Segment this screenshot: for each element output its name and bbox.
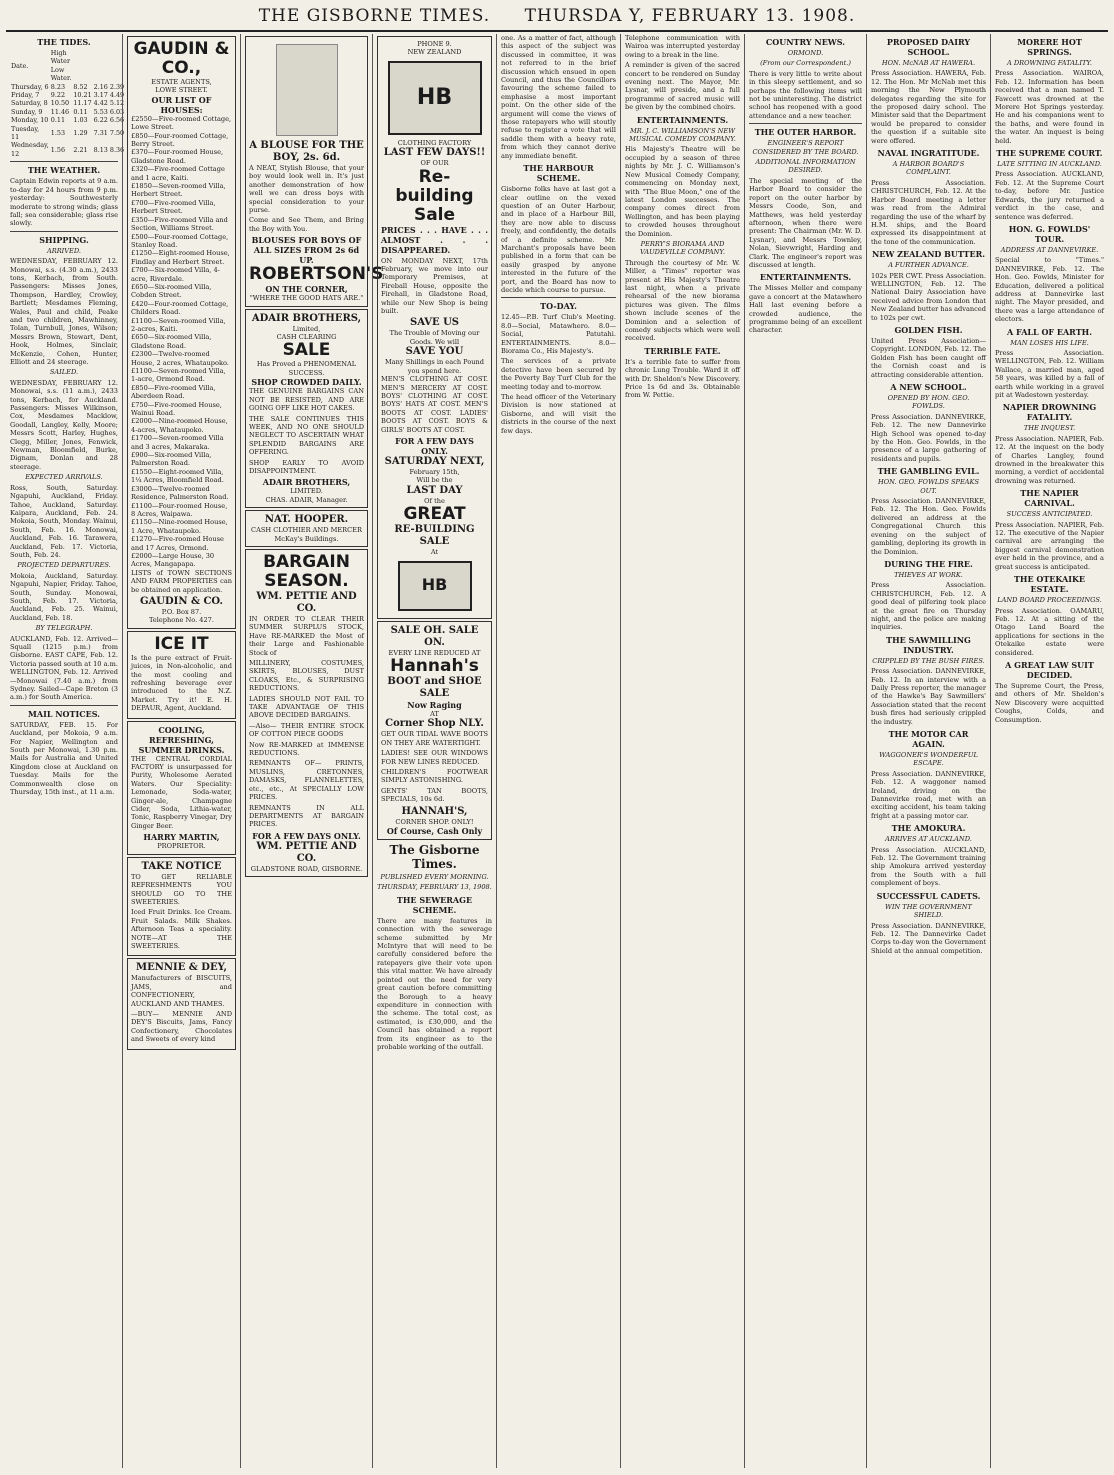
adair2-manager: CHAS. ADAIR, Manager. <box>265 495 348 504</box>
tides-cell: 8.36 <box>109 145 125 154</box>
house-listing: £1100—Four-roomed House, 8 Acres, Waipawa. <box>131 501 228 518</box>
hooper-sub: CASH CLOTHIER AND MERCER McKay's Buildings. <box>251 526 362 543</box>
column-1 <box>6 34 125 1468</box>
robertson-sub: ON THE CORNER, <box>265 284 348 295</box>
leader-continued: one. As a matter of fact, although this aspect of the subject was discussed in committee, it was not referred to in the brief discussion which ensued in open Council, and thus the Councillors favouring the scheme failed to emphasise a most important point. On the other side of the argument will come the views of those ratepayers who will stoutly refuse to register a vote that will saddle them with a heavy rate, from which they cannot derive any immediate benefit. <box>501 34 616 160</box>
perry-heading: PERRY'S BIORAMA AND VAUDEVILLE COMPANY. <box>640 239 725 257</box>
pettie-ad <box>245 549 368 877</box>
take-notice-ad <box>127 857 236 957</box>
tides-cell: 6.22 <box>93 116 108 125</box>
tides-row <box>10 116 125 124</box>
entertainments2-heading: ENTERTAINMENTS. <box>759 272 852 283</box>
cooling-title: COOLING, REFRESHING, SUMMER DRINKS. <box>138 724 225 755</box>
shop-early: SHOP EARLY TO AVOID DISAPPOINTMENT. <box>249 458 364 475</box>
shipping-heading: SHIPPING. <box>39 234 89 245</box>
corner-shop: Corner Shop NLY. <box>385 718 484 730</box>
adair-name: ADAIR BROTHERS, <box>251 312 362 324</box>
adair2-ltd: LIMITED. <box>290 487 323 496</box>
column-3 <box>240 34 384 1468</box>
tides-cell: 8.52 <box>73 82 88 91</box>
morere-heading: MORERE HOT SPRINGS. <box>1017 37 1082 57</box>
cadets-heading: SUCCESSFUL CADETS. <box>876 890 981 901</box>
tides-cell: 0.11 <box>73 107 88 116</box>
entertainments-sub: MR. J. C. WILLIAMSON'S NEW MUSICAL COMEDY COMPANY. <box>629 126 736 144</box>
sale-sub: Has Proved a PHENOMENAL SUCCESS. <box>256 360 357 377</box>
pettie-list: MILLINERY, COSTUMES, SKIRTS, BLOUSES, DUST CLOAKS, Etc., & SURPRISING REDUCTIONS. <box>249 659 364 693</box>
otekaike-sub: LAND BOARD PROCEEDINGS. <box>997 596 1102 605</box>
boot-sale: BOOT and SHOE SALE <box>387 675 482 699</box>
gambling-heading: THE GAMBLING EVIL. <box>877 466 980 477</box>
school-sub: OPENED BY HON. GEO. FOWLDS. <box>887 394 970 411</box>
house-listing: £1700—Seven-roomed Villa and 3 acres, Makaraka. <box>131 434 224 451</box>
save-us: SAVE US <box>409 317 460 329</box>
sailed-heading: SAILED. <box>49 368 79 377</box>
dairy-sub: HON. McNAB AT HAWERA. <box>881 59 976 67</box>
tides-cell: 8.13 <box>93 145 108 154</box>
entertainments-heading: ENTERTAINMENTS. <box>636 114 729 125</box>
outer-harbor-sub: ENGINEER'S REPORT CONSIDERED BY THE BOARD. <box>752 139 859 156</box>
continues-text: THE SALE CONTINUES THIS WEEK, AND NO ONE SHOULD NEGLECT TO ASCERTAIN WHAT SPLENDID BARGAINS ARE OFFERING. <box>249 414 364 457</box>
cooling-ad <box>127 721 236 855</box>
gambling-sub: HON. GEO. FOWLDS SPEAKS OUT. <box>878 478 979 495</box>
saw-heading: THE SAWMILLING INDUSTRY. <box>886 634 971 655</box>
blouse-note: Come and See Them, and Bring the Boy with You. <box>249 216 364 233</box>
naval-heading: NAVAL INGRATITUDE. <box>877 148 980 159</box>
court-heading: THE SUPREME COURT. <box>996 148 1103 159</box>
fall-sub: MAN LOSES HIS LIFE. <box>1010 338 1089 347</box>
napier-sub: THE INQUEST. <box>1023 424 1076 433</box>
tour-sub: ADDRESS AT DANNEVIRKE. <box>1000 245 1099 254</box>
napier-heading: NAPIER DROWNING FATALITY. <box>1002 402 1097 423</box>
tides-cell: 2.39 <box>109 82 125 91</box>
tides-row <box>10 91 125 99</box>
harbour-text: Gisborne folks have at last got a clear outline on the vexed question of an Outer Harbour, and in place of a Harbour Bill, they are now able to discuss freely, and confidently, the details of a definite scheme. Mr. Marchant's proposals have been published in a form that can be easily grasped by anyone interested in the future of the port, and the Board has now to decide which course to pursue. <box>501 185 616 294</box>
lawsuit-heading: A GREAT LAW SUIT DECIDED. <box>1005 659 1094 680</box>
mennie-sub: Manufacturers of BISCUITS, JAMS, and CONFECTIONERY, AUCKLAND AND THAMES. <box>131 974 232 1008</box>
nz-label: NEW ZEALAND <box>407 48 462 57</box>
masthead <box>0 6 1114 32</box>
tides-cell: 9.22 <box>50 91 66 100</box>
house-listing: £1100—Seven-roomed Villa, 2-acres, Kaiti. <box>131 316 226 333</box>
house-listing: £2000—Nine-roomed House, 4-acres, Whataupoko. <box>131 417 228 434</box>
house-listing: £500—Four-roomed Cottage, Stanley Road. <box>131 232 229 249</box>
remarked-note: Now RE-MARKED at IMMENSE REDUCTIONS. <box>249 740 364 758</box>
blouse-letters: A BLOUSE FOR THE BOY, 2s. 6d. <box>249 140 364 163</box>
genuine-text: THE GENUINE BARGAINS CAN NOT BE RESISTED, AND ARE GOING OFF LIKE HOT CAKES. <box>249 387 364 413</box>
save-you: SAVE YOU <box>405 346 464 358</box>
outer-harbor-sub2: ADDITIONAL INFORMATION DESIRED. <box>755 158 856 175</box>
tides-cell: 0.11 <box>50 116 66 125</box>
hooper-name: NAT. HOOPER. <box>264 514 349 526</box>
projected-text: Mokoia, Auckland, Saturday. Ngapuhi, Napier, Friday. Tahoe, South, Sunday. Monowai, South, Feb. 17. Victoria, Auckland, Feb. 25. Wainui, Auckland, Feb. 18. <box>10 571 118 622</box>
harry-martin: HARRY MARTIN, <box>143 832 220 843</box>
court-sub: LATE SITTING IN AUCKLAND. <box>997 160 1102 169</box>
tides-cell: 4.49 <box>109 91 125 100</box>
feb15: February 15th, <box>409 467 460 476</box>
great: GREAT <box>403 504 466 525</box>
lists-note: LISTS of TOWN SECTIONS AND FARM PROPERTIES can be obtained on application. <box>131 568 232 594</box>
take-notice-title: TAKE NOTICE <box>141 860 222 872</box>
fire-sub: THIEVES AT WORK. <box>894 570 963 579</box>
gaudin-sub2: LOWE STREET. <box>155 86 208 95</box>
tides-cell: 4.42 <box>93 99 108 108</box>
iceit-ad <box>127 631 236 719</box>
house-listing: £700—Five-roomed Villa, Herbert Street. <box>131 198 216 216</box>
amokura-text: Press Association. AUCKLAND, Feb. 12. The Government training ship Amokura arrived yesterday from the South with a full complement of boys. <box>871 845 986 888</box>
house-listing: £420—Four-roomed Cottage, Childers Road. <box>131 299 229 317</box>
factory-label: CLOTHING FACTORY <box>397 138 472 147</box>
lawsuit-text: The Supreme Court, the Press, and others of Mr. Sheldon's New Discovery were acquitted Coughs, Colds, and Consumption. <box>995 681 1104 724</box>
tides-row <box>10 108 125 116</box>
tides-row <box>10 99 125 107</box>
of-our: OF OUR <box>420 159 449 168</box>
column-6 <box>620 34 744 1468</box>
gaudin-sign: GAUDIN & CO. <box>139 595 224 607</box>
column-2 <box>122 34 240 1468</box>
arrived-heading: ARRIVED. <box>46 246 82 255</box>
tides-cell: 1.29 <box>73 128 88 137</box>
vet-text: The head officer of the Veterinary Division is now stationed at Gisborne, and will visit the districts in the course of the next few days. <box>501 393 616 435</box>
pettie-name: WM. PETTIE AND CO. <box>256 590 357 614</box>
save-you-sub: Many Shillings in each Pound you spend here. <box>384 358 485 375</box>
house-listing: £1270—Five-roomed House and 17 Acres, Ormond. <box>131 535 224 552</box>
gaudin-ad <box>127 36 236 629</box>
tides-cell: 5.53 <box>93 107 108 116</box>
robertson-name: ROBERTSON'S <box>249 264 384 285</box>
tides-table <box>10 49 125 158</box>
bargain-season: BARGAIN SEASON. <box>263 551 350 591</box>
house-listing: £1550—Eight-roomed Villa, 1¼ Acres, Bloomfield Road. <box>131 467 224 485</box>
motor-sub: WAGGONER'S WONDERFUL ESCAPE. <box>879 751 978 768</box>
morere-text: Press Association. WAIROA, Feb. 12. Information has been received that a man named T. Fawcett was drowned at the Morere Hot Springs yesterday. He and his companions went to the baths, and were found in the water. An inquest is being held. <box>995 69 1104 145</box>
outer-harbor-text: The special meeting of the Harbor Board to consider the report on the outer harbor by Messrs Coode, Son, and Matthews, was held yesterday afternoon, when there were present: The Chairman (Mr. W. D. Lysnar), and Messrs Townley, Nolan, Sievwright, Harding and Clark. The engineer's report was discussed at length. <box>749 176 862 269</box>
column-7 <box>744 34 866 1468</box>
entertainments2-text: The Misses Meller and company gave a concert at the Matawhero Hall last evening before a crowded audience, the programme being of an excellent character. <box>749 284 862 335</box>
saturday-next: SATURDAY NEXT, <box>384 455 485 467</box>
house-listing: £2000—Large House, 30 Acres, Mangapapa. <box>131 551 215 569</box>
tidal-text: GET OUR TIDAL WAVE BOOTS ON THEY ARE WATERTIGHT. <box>381 730 488 747</box>
published: PUBLISHED EVERY MORNING. <box>380 873 489 882</box>
tides-col-header: Date. <box>11 61 29 70</box>
house-listing: £700—Six-roomed Villa, 4-acre, Riverdale. <box>131 266 220 283</box>
tides-cell: 11.17 <box>73 99 92 108</box>
sailed-text: WEDNESDAY, FEBRUARY 12. Monowai, s.s. (11 a.m.), 2433 tons, Kerbach, for Auckland. Passengers: Misses Wilkinson, Cox, Mesdames Macklow, Goodall, Langley, Kelly, Moore; Messrs Scott, Harley, Hughes, Clegg, Miller, Jones, Fenwick, Newman, Bloomfield, Burke, Dignam, Donlan and 28 steerage. <box>10 378 118 471</box>
golden-heading: GOLDEN FISH. <box>894 324 963 335</box>
fall-heading: A FALL OF EARTH. <box>1007 326 1092 337</box>
house-listing: £2300—Twelve-roomed House, 2 acres, Whataupoko. <box>131 350 229 367</box>
cost-list: MEN'S CLOTHING AT COST. MEN'S MERCERY AT COST. BOYS' CLOTHING AT COST. BOYS' HATS AT COST. MEN'S BOOTS AT COST. LADIES' BOOTS AT COST. BOYS & GIRLS' BOOTS AT COST. <box>381 375 488 434</box>
also-note: —Also— THEIR ENTIRE STOCK OF COTTON PIECE GOODS <box>249 721 364 739</box>
entertainments-text: His Majesty's Theatre will be occupied by a season of three nights by Mr. J. C. Williamson's New Musical Comedy Company, commencing on Monday next, with "The Blue Moon," one of the latest London successes. The company comes direct from Wellington, and has been playing to crowded houses throughout the Dominion. <box>625 145 740 238</box>
house-listing: £1150—Nine-roomed House, 1 Acre, Whataupoko. <box>131 518 228 535</box>
house-listing: £1850—Seven-roomed Villa, Herbert Street. <box>131 182 226 199</box>
tides-cell: 2.16 <box>93 82 108 91</box>
sewerage-heading: THE SEWERAGE SCHEME. <box>396 894 473 915</box>
house-listing: £1100—Seven-roomed Villa, 1-acre, Ormond Road. <box>131 367 226 384</box>
issue-date: THURSDA Y, FEBRUARY 13. 1908. <box>524 6 856 26</box>
tides-cell: 10.50 <box>50 99 70 108</box>
morere-sub: A DROWNING FATALITY. <box>1007 59 1092 67</box>
house-listing: £2550—Five-roomed Cottage, Lowe Street. <box>131 114 232 132</box>
fire-heading: DURING THE FIRE. <box>884 558 973 569</box>
gladstone-road: GLADSTONE ROAD, GISBORNE. <box>250 864 363 873</box>
hannah-name: Hannah's <box>390 655 479 676</box>
cash-clearing: CASH CLEARING <box>276 333 337 342</box>
gents-text: GENTS' TAN BOOTS, SPECIALS, 10s 6d. <box>381 786 488 804</box>
phone-number: PHONE 9. <box>417 40 452 48</box>
hb-ad <box>377 36 492 619</box>
mail-heading: MAIL NOTICES. <box>28 708 100 719</box>
gaudin-box: P.O. Box 87. <box>161 607 202 616</box>
terrible-text: It's a terrible fate to suffer from chronic Lung Trouble. Ward it off with Dr. Sheldon's New Discovery. Price 1s 6d and 3s. Obtainable from W. Pettie. <box>625 357 740 400</box>
perry-text: Through the courtesy of Mr. W. Miller, a "Times" reporter was present at His Majesty's Theatre last night, when a private rehearsal of the new biorama pictures was given. The films shown include scenes of the Dominion and a selection of comedy subjects which were well received. <box>625 258 740 343</box>
corner-shop-only: CORNER SHOP. ONLY! <box>395 817 474 826</box>
house-listing: £3000—Twelve-roomed Residence, Palmerston Road. <box>131 484 229 502</box>
sale-word: Sale <box>413 204 456 225</box>
tides-cell: Thursday, 6 <box>11 82 49 91</box>
rebuilding-sale: RE-BUILDING SALE <box>394 524 475 548</box>
napier-text: Press Association. NAPIER, Feb. 12. At the inquest on the body of Charles Langley, found drowned in the breakwater this morning, a verdict of accidental drowning was returned. <box>995 434 1104 485</box>
tides-cell: Monday, 10 <box>11 116 49 125</box>
mail-text: SATURDAY, FEB. 15. For Auckland, per Mokoia, 9 a.m. For Napier, Wellington and South per Monowai, 1.30 p.m. Mails for Australia and United Kingdom close at Auckland on Tuesday. Mails for the Commonwealth close on Thursday, 15th inst., at 11 a.m. <box>10 720 118 797</box>
tides-cell: 2.21 <box>73 145 88 154</box>
cadets-sub: WIN THE GOVERNMENT SHIELD. <box>885 902 972 920</box>
few-days: FOR A FEW DAYS ONLY. <box>395 435 474 456</box>
mennie-title: MENNIE & DEY, <box>136 962 227 974</box>
tides-cell: 6.56 <box>109 116 125 125</box>
paper-name: THE GISBORNE TIMES. <box>258 6 491 26</box>
amokura-sub: ARRIVES AT AUCKLAND. <box>885 835 972 844</box>
hooper-ad <box>245 510 368 547</box>
today-note: The services of a private detective have been secured by the Poverty Bay Turf Club for the meeting today and to-morrow. <box>501 357 616 391</box>
column-8 <box>866 34 990 1468</box>
harry-sub: PROPRIETOR. <box>157 842 206 851</box>
telegraph-heading: BY TELEGRAPH. <box>35 624 93 633</box>
sewerage-text: There are many features in connection with the sewerage scheme submitted by Mr McIntyre that will need to be carefully considered before the ratepayers give their vote upon this vital matter. We have already pointed out the need for very great caution before committing the Borough to a heavy expenditure in connection with the scheme. The total cost, as estimated, is £30,000, and the Council has obtained a report from its engineer as to the probable working of the outfall. <box>377 916 492 1051</box>
tides-cell: Sunday, 9 <box>11 107 43 116</box>
hannahs: HANNAH'S, <box>401 805 468 817</box>
column-9 <box>990 34 1108 1468</box>
blouse-text: A NEAT, Stylish Blouse, that your boy would look well in. It's just another demonstration of how well we can dress boys with special consideration to your purse. <box>249 164 364 215</box>
column-5 <box>496 34 620 1468</box>
terrible-heading: TERRIBLE FATE. <box>644 345 721 356</box>
today-heading: TO-DAY. <box>540 301 577 312</box>
monday-note: ON MONDAY NEXT, 17th February, we move into our Temporary Premises, at Fireball House, opposite the Firehall, in Gladstone Road, while our New Shop is being built. <box>381 256 488 316</box>
of-the: Of the <box>424 496 445 505</box>
cash-only: Of Course, Cash Only <box>386 826 483 837</box>
take-notice-text: TO GET RELIABLE REFRESHMENTS YOU SHOULD GO TO THE SWEETERIES. <box>131 872 232 906</box>
tides-cell: 6.03 <box>109 107 125 116</box>
house-listing: £1250—Eight-roomed House, Findlay and Herbert Street. <box>131 249 230 266</box>
now-raging: Now Raging <box>407 699 462 710</box>
dairy-heading: PROPOSED DAIRY SCHOOL. <box>886 37 971 57</box>
tides-cell: 3.17 <box>93 91 108 100</box>
motor-heading: THE MOTOR CAR AGAIN. <box>888 729 969 749</box>
tour-text: Special to "Times." DANNEVIRKE, Feb. 12. The Hon. Geo. Fowlds, Minister for Education, delivered a political address at Dannevirke last night. The Mayor presided, and there was a large attendance of electors. <box>995 256 1104 324</box>
saw-sub: CRIPPLED BY THE BUSH FIRES. <box>872 656 985 665</box>
gambling-text: Press Association. DANNEVIRKE, Feb. 12. The Hon. Geo. Fowlds delivered an address at the Congregational Church this evening on the subject of gambling, deploring its growth in the Dominion. <box>871 497 986 556</box>
houses-list <box>131 115 232 569</box>
expected-text: Ross, South, Saturday. Ngapuhi, Auckland, Friday. Tahoe, Auckland, Saturday. Kaipara, Auckland, Feb. 24. Mokoia, South, Monday. Wainui, South, Feb. 16. Monowai, Auckland, Feb. 16. Tarawera, Auckland, Feb. 17. Victoria, South, Feb. 24. <box>10 483 118 559</box>
tides-cell: Wednesday, 12 <box>11 141 49 158</box>
boy-illustration <box>276 44 338 136</box>
naval-sub: A HARBOR BOARD'S COMPLAINT. <box>892 160 965 177</box>
house-listing: £350—Five-roomed Villa and Section, Williams Street. <box>131 215 228 233</box>
weather-text: Captain Edwin reports at 9 a.m. to-day for 24 hours from 9 p.m. yesterday: Southwesterly moderate to strong winds; glass fall; sea considerable; glass rise slowly. <box>10 177 118 228</box>
motor-text: Press Association. DANNEVIRKE, Feb. 12. A waggoner named Ireland, driving on the Dannevirke road, met with an exciting accident, his team taking fright at a passing motor car. <box>871 769 986 820</box>
school-heading: A NEW SCHOOL. <box>890 382 967 392</box>
telegraph-text: AUCKLAND, Feb. 12. Arrived—Squall (1215 p.m.) from Gisborne. EAST CAPE, Feb. 12. Victoria passed south at 10 a.m. WELLINGTON, Feb. 12. Arrived—Monowai (7.40 a.m.) from Sydney. Sailed—Cape Breton (3 a.m.) for South America. <box>10 634 118 702</box>
house-listing: £370—Four-roomed House, Gladstone Road. <box>131 148 224 165</box>
expected-heading: EXPECTED ARRIVALS. <box>25 473 103 482</box>
house-listing: £650—Six-roomed Villa, Gladstone Road. <box>131 333 212 350</box>
harbour-heading: THE HARBOUR SCHEME. <box>523 163 594 184</box>
take-notice-list: Iced Fruit Drinks. Ice Cream. Fruit Salads. Milk Shakes. Afternoon Teas a speciality. NOTE—AT THE SWEETERIES. <box>131 908 232 950</box>
nzb-sub: A FURTHER ADVANCE. <box>888 261 969 270</box>
otekaike-text: Press Association. OAMARU, Feb. 12. At a sitting of the Otago Land Board the applications for sections in the Otekaike estate were considered. <box>995 606 1104 657</box>
column-4 <box>372 34 496 1468</box>
gaudin-tel: Telephone No. 427. <box>149 616 214 625</box>
every-line: EVERY LINE REDUCED AT <box>388 648 481 657</box>
house-listing: £900—Six-roomed Villa, Palmerston Road. <box>131 451 212 468</box>
country-heading: COUNTRY NEWS. <box>765 37 846 47</box>
ormond-heading: ORMOND. <box>787 49 824 57</box>
ormond-sub: (From our Correspondent.) <box>760 59 851 68</box>
tides-heading: THE TIDES. <box>37 37 91 47</box>
remnants2: REMNANTS IN ALL DEPARTMENTS AT BARGAIN PRICES. <box>249 803 364 829</box>
hb-logo-small: HB <box>398 561 472 611</box>
tides-cell: 1.53 <box>50 128 66 137</box>
gaudin-sub1: ESTATE AGENTS, <box>151 78 212 86</box>
tides-row <box>10 125 125 142</box>
naval-text: Press Association. CHRISTCHURCH, Feb. 12. At the Harbor Board meeting a letter was read from the Admiral regarding the use of the wharf by H.M. ships, and the Board expressed its disappointment at the tone of the communication. <box>871 178 986 246</box>
projected-heading: PROJECTED DEPARTURES. <box>17 561 111 570</box>
school-text: Press Association. DANNEVIRKE, Feb. 12. The new Dannevirke High School was opened to-day by the Hon. Geo. Fowlds, in the presence of a large gathering of residents and pupils. <box>871 412 986 463</box>
tides-header-row <box>10 49 125 83</box>
tour-heading: HON. G. FOWLDS' TOUR. <box>1008 223 1091 244</box>
tides-cell: 11.46 <box>50 107 70 116</box>
weather-heading: THE WEATHER. <box>27 165 101 176</box>
tides-cell: Tuesday, 11 <box>11 124 40 142</box>
amokura-heading: THE AMOKURA. <box>891 823 966 834</box>
sale-oh: SALE OH. SALE ON. <box>390 624 479 648</box>
rebuilding: Re-building <box>395 166 474 206</box>
tides-row <box>10 141 125 158</box>
adair-ltd: Limited, <box>292 324 321 333</box>
cooling-text: THE CENTRAL CORDIAL FACTORY is unsurpassed for Purity, Wholesome Aerated Waters. Our Speciality: Lemonade, Soda-water, Ginger-ale, Champagne Cider, Soda, Lithia-water, Tonic, Raspberry Vinegar, Dry Ginger Beer. <box>131 754 232 830</box>
iceit-title: ICE IT <box>154 633 209 654</box>
masthead-rule <box>6 30 1108 32</box>
pettie-text: IN ORDER TO CLEAR THEIR SUMMER SURPLUS STOCK, Have RE-MARKED the Most of their Large and Fashionable Stock of <box>249 614 364 657</box>
will-be: Will be the <box>416 476 453 485</box>
robertson-tag: "WHERE THE GOOD HATS ARE." <box>249 294 364 303</box>
tides-col-header: High Water Low Water. <box>50 49 72 83</box>
dairy-text: Press Association. HAWERA, Feb. 12. The Hon. Mr McNab met this morning the New Plymouth delegates regarding the site for the proposed dairy school. The Minister said that the Department would be prepared to consider the question if a suitable site were offered. <box>871 69 986 145</box>
tides-cell: Friday, 7 <box>11 91 40 100</box>
column6-body: A reminder is given of the sacred concert to be rendered on Sunday evening next. The Mayor, Mr. Lysnar, will preside, and a full programme of sacred music will be given by the combined choirs. <box>625 61 740 112</box>
arrived-text: WEDNESDAY, FEBRUARY 12. Monowai, s.s. (4.30 a.m.), 2433 tons, Kerbach, from South. Passengers: Misses Jones, Thompson, Hardley, Crowley, Bartlett; Mesdames Fleming, Wales, Paul and child, Peake and two children, Mawhinney, Tolan, Turnbull, Jones, Wilson; Messrs Brown, Stewart, Dent, Hook, Holmes, Sinclair, McKenzie, Cohen, Hunter, Elliott and 24 steerage. <box>10 257 118 366</box>
carnival-heading: THE NAPIER CARNIVAL. <box>1020 488 1079 509</box>
at: At <box>430 548 439 557</box>
mennie-ad <box>127 958 236 1049</box>
tides-cell: 10.21 <box>73 91 92 100</box>
tides-cell: 5.12 <box>109 99 125 108</box>
golden-text: United Press Association—Copyright. LONDON, Feb. 12. The Golden Fish has been caught off the Cornish coast and is attracting considerable attention. <box>871 336 986 379</box>
shop-crowded: SHOP CROWDED DAILY. <box>251 377 362 388</box>
houses-heading: OUR LIST OF HOUSES: <box>151 94 212 115</box>
at2: AT <box>430 709 439 718</box>
fall-text: Press Association. WELLINGTON, Feb. 12. William Wallace, a married man, aged 58 years, was killed by a fall of earth while working in a gravel pit at Wadestown yesterday. <box>995 348 1104 399</box>
tides-row <box>10 83 125 91</box>
ladies-text: LADIES! SEE OUR WINDOWS FOR NEW LINES REDUCED. <box>381 749 488 766</box>
court-text: Press Association. AUCKLAND, Feb. 12. At the Supreme Court to-day, before Mr. Justice Edwards, the jury returned a verdict in the case, and sentence was deferred. <box>995 170 1104 221</box>
hb-logo: HB <box>388 61 482 135</box>
tides-cell: 7.31 <box>93 128 108 137</box>
house-listing: £850—Five-roomed Villa, Aberdeen Road. <box>131 383 216 401</box>
cadets-text: Press Association. DANNEVIRKE, Feb. 12. The Dannevirke Cadet Corps to-day won the Government Shield at the annual competition. <box>871 921 986 955</box>
mennie-buy: —BUY— MENNIE AND DEY'S Biscuits, Jams, Fancy Confectionery, Chocolates and Sweets of every kind <box>131 1009 232 1044</box>
prices-text: PRICES . . . HAVE . . . ALMOST . . . DISAPPEARED. <box>381 224 488 255</box>
tides-cell: 7.50 <box>109 128 125 137</box>
house-listing: £650—Six-roomed Villa, Cobden Street. <box>131 282 212 300</box>
adair2-name: ADAIR BROTHERS, <box>262 477 351 488</box>
today-list: 12.45—P.B. Turf Club's Meeting. 8.0—Social, Matawhero. 8.0—Social, Patutahi. ENTERTAINMENTS. 8.0—Biorama Co., His Majesty's. <box>501 313 616 355</box>
house-listing: £850—Four-roomed Cottage, Berry Street. <box>131 131 229 149</box>
last-day: LAST DAY <box>406 484 463 496</box>
gaudin-name: GAUDIN & CO., <box>133 39 230 78</box>
tides-cell: 8.23 <box>50 82 66 91</box>
carnival-sub: SUCCESS ANTICIPATED. <box>1006 510 1093 519</box>
fire-text: Press Association. CHRISTCHURCH, Feb. 12. A good deal of pilfering took place at the great fire on Thursday night, and the police are making inquiries. <box>871 581 986 632</box>
sale-word: SALE <box>282 340 331 361</box>
tides-cell: 1.03 <box>73 116 88 125</box>
leader-date: THURSDAY, FEBRUARY 13, 1908. <box>377 883 492 892</box>
blouses-for: BLOUSES FOR BOYS OF ALL SIZES FROM 2s 6d UP. <box>251 235 362 266</box>
ladies-note: LADIES SHOULD NOT FAIL TO TAKE ADVANTAGE OF THIS ABOVE DECIDED BARGAINS. <box>249 694 364 720</box>
save-sub: The Trouble of Moving our Goods. We will <box>389 329 480 346</box>
telephone-note: Telephone communication with Wairoa was interrupted yesterday owing to a break in the line. <box>625 34 740 59</box>
hannah-ad <box>377 621 492 840</box>
house-listing: £320—Five-roomed Cottage and 1 acre, Kaiti. <box>131 165 225 182</box>
times-title: The Gisborne Times. <box>389 843 480 872</box>
remnants: REMNANTS OF— PRINTS, MUSLINS, CRETONNES, DAMASKS, FLANNELETTES, etc., etc., At SPECIALLY LOW PRICES. <box>249 759 364 802</box>
house-listing: £750—Five-roomed House, Wainui Road. <box>131 400 222 418</box>
carnival-text: Press Association. NAPIER, Feb. 12. The executive of the Napier carnival are arranging the biggest carnival demonstration ever held in the province, and a great success is anticipated. <box>995 520 1104 571</box>
adair-ad <box>245 309 368 509</box>
robertson-ad <box>245 36 384 307</box>
iceit-text: Is the pure extract of Fruit-juices, in Non-alcoholic, and the most cooling and refreshing beverage ever introduced to the N.Z. Market. Try it! E. H. DEPAUR, Agent, Auckland. <box>131 653 232 713</box>
otekaike-heading: THE OTEKAIKE ESTATE. <box>1013 574 1086 595</box>
children-text: CHILDREN'S FOOTWEAR SIMPLY ASTONISHING. <box>381 768 488 785</box>
tides-cell: 1.56 <box>50 145 66 154</box>
pettie2-name: WM. PETTIE AND CO. <box>256 840 357 864</box>
saw-text: Press Association. DANNEVIRKE, Feb. 12. In an interview with a Daily Press reporter, the manager of the Hawke's Bay Sawmillers' Association stated that the recent bush fires had seriously crippled the industry. <box>871 667 986 726</box>
last-few-days: LAST FEW DAYS!! <box>383 147 486 159</box>
tides-cell: Saturday, 8 <box>11 99 48 108</box>
outer-harbor-heading: THE OUTER HARBOR. <box>754 127 857 138</box>
nzb-text: 102s PER CWT. Press Association. WELLINGTON, Feb. 12. The National Dairy Association have received advice from London that New Zealand butter has advanced to 102s per cwt. <box>871 271 986 322</box>
ormond-text: There is very little to write about in this sleepy settlement, and so perhaps the following items will not be uninteresting. The district school has reopened with a good attendance and a new teacher. <box>749 69 862 120</box>
nzb-heading: NEW ZEALAND BUTTER. <box>871 249 986 260</box>
few-days: FOR A FEW DAYS ONLY. <box>252 830 361 841</box>
